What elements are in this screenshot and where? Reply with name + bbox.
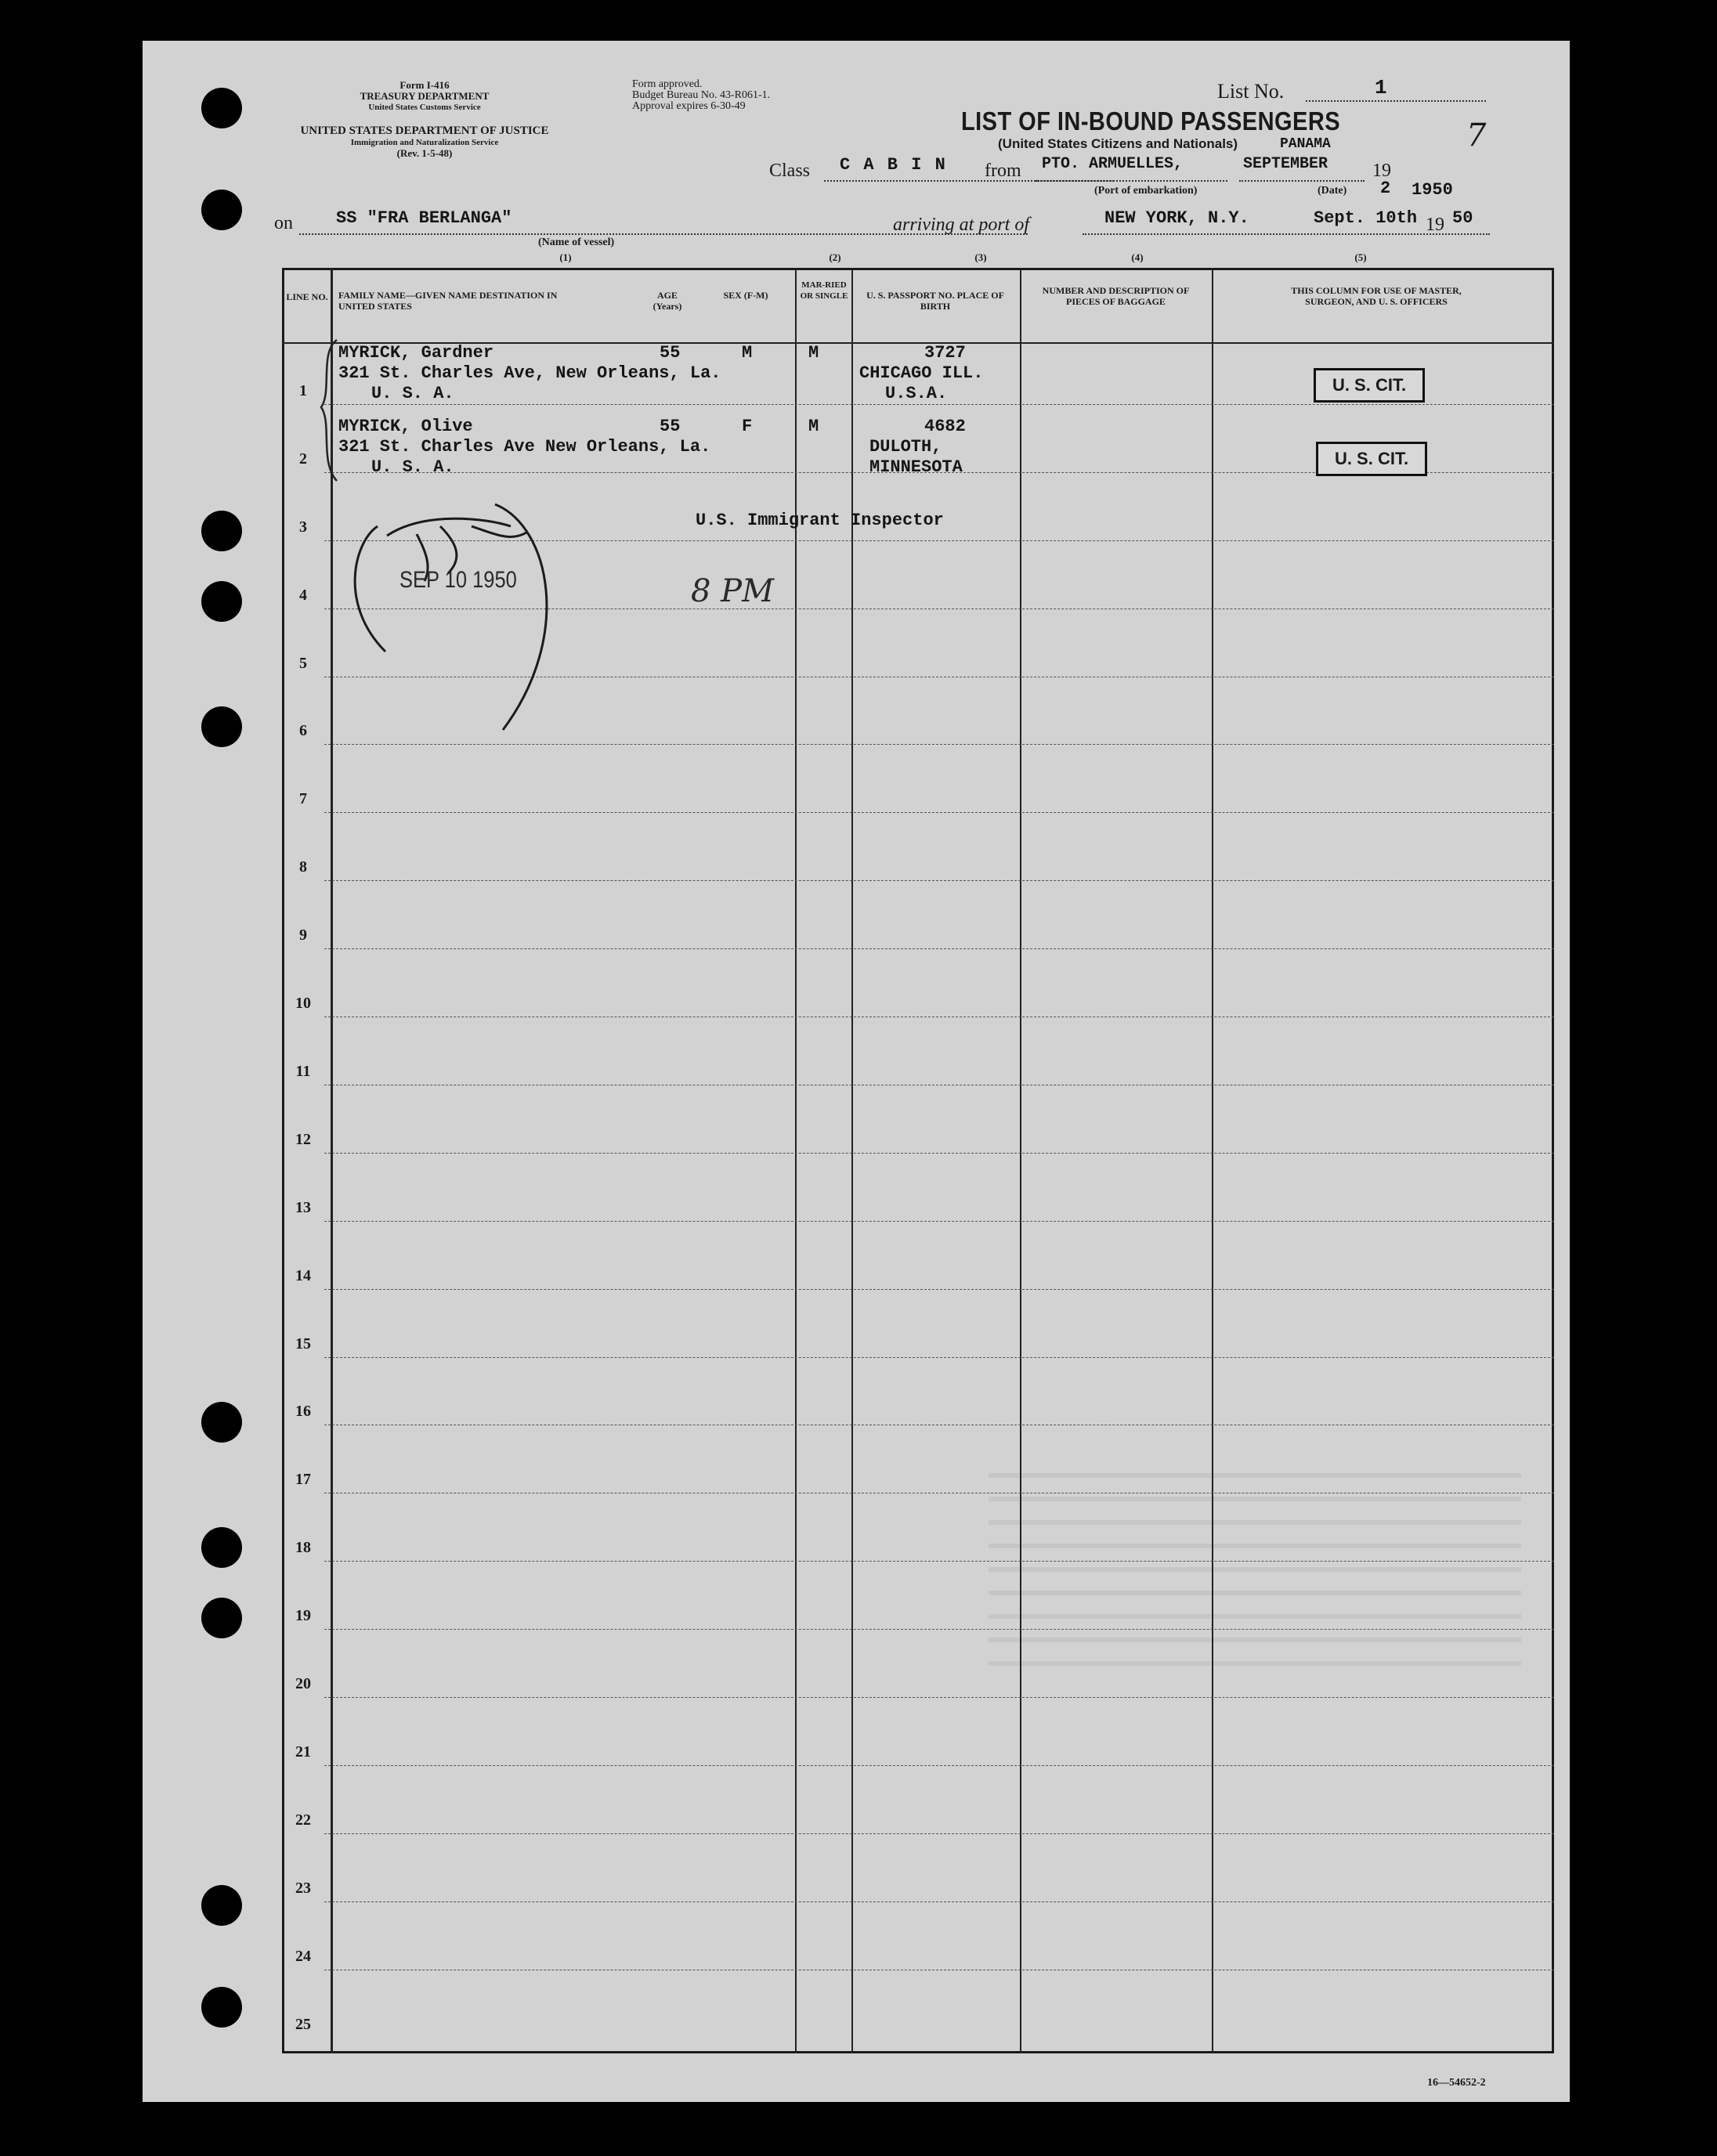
line-number: 21: [295, 1742, 311, 1761]
punch-hole: [201, 706, 242, 747]
punch-hole: [201, 1402, 242, 1443]
line-number: 7: [299, 790, 307, 808]
punch-hole: [201, 1527, 242, 1568]
date-caption: (Date): [1318, 185, 1347, 197]
year-value: 1950: [1412, 180, 1453, 200]
passenger-1-status-stamp: U. S. CIT.: [1314, 368, 1425, 403]
passenger-1-birth-1: CHICAGO ILL.: [859, 363, 984, 383]
passenger-2-address: 321 St. Charles Ave New Orleans, La.: [338, 437, 711, 457]
from-value: PTO. ARMUELLES,: [1042, 155, 1184, 173]
row-rule: [324, 1357, 1554, 1358]
approval-line-3: Approval expires 6-30-49: [632, 100, 746, 112]
col-header-baggage: NUMBER AND DESCRIPTION OF PIECES OF BAGGAGE: [1042, 285, 1190, 307]
row-rule: [324, 1697, 1554, 1698]
col-header-line-no: LINE NO.: [286, 291, 328, 302]
form-id: Form I-416: [399, 79, 450, 91]
page-subtitle: (United States Citizens and Nationals): [998, 136, 1238, 151]
punch-hole: [201, 1885, 242, 1926]
date-underline: [1239, 180, 1365, 182]
col-divider: [1212, 268, 1213, 2053]
passenger-2-birth-1: DULOTH,: [869, 437, 942, 457]
page-title: LIST OF IN-BOUND PASSENGERS: [961, 107, 1341, 135]
list-no-value: 1: [1375, 76, 1387, 99]
line-number: 24: [295, 1947, 311, 1965]
line-number: 18: [295, 1539, 311, 1557]
line-number: 6: [299, 722, 307, 740]
passenger-2-birth-2: MINNESOTA: [869, 457, 963, 477]
col-num-5: (5): [1354, 251, 1367, 263]
arrival-date: Sept. 10th: [1314, 208, 1418, 228]
col-header-age: AGE (Years): [652, 290, 682, 312]
passenger-1-country: U. S. A.: [371, 384, 454, 403]
passenger-2-age: 55: [660, 417, 681, 436]
col-header-name: FAMILY NAME—GIVEN NAME DESTINATION IN UNITED STATES: [338, 290, 558, 312]
row-rule: [324, 948, 1554, 949]
line-number: 15: [295, 1334, 311, 1352]
from-country: PANAMA: [1280, 136, 1331, 152]
year-prefix: 19: [1372, 161, 1391, 181]
line-number: 14: [295, 1266, 311, 1284]
bleed-through-text: [989, 1454, 1521, 1666]
date-value: SEPTEMBER: [1243, 155, 1328, 173]
line-number: 3: [299, 518, 307, 536]
col-num-2: (2): [829, 251, 841, 263]
col-num-1: (1): [559, 251, 572, 263]
row-rule: [324, 404, 1554, 405]
on-label: on: [274, 213, 293, 233]
from-label: from: [985, 161, 1021, 181]
family-bracket: [313, 337, 345, 486]
punch-hole: [201, 88, 242, 128]
passenger-1-age: 55: [660, 343, 681, 363]
arrival-year: 50: [1452, 208, 1473, 228]
passenger-1-passport: 3727: [924, 343, 966, 363]
punch-hole: [201, 1598, 242, 1638]
col-divider: [851, 268, 853, 2053]
punch-hole: [201, 190, 242, 230]
list-no-label: List No.: [1217, 80, 1285, 103]
arriving-label: arriving at port of: [893, 215, 1030, 235]
line-number: 22: [295, 1811, 311, 1829]
line-number: 4: [299, 586, 307, 604]
line-number: 8: [299, 858, 307, 876]
corner-mark: 7: [1466, 117, 1487, 153]
row-rule: [324, 1289, 1554, 1290]
row-rule: [324, 1765, 1554, 1766]
passenger-1-address: 321 St. Charles Ave, New Orleans, La.: [338, 363, 721, 383]
approval-line-2: Budget Bureau No. 43-R061-1.: [632, 89, 771, 101]
row-rule: [324, 1221, 1554, 1222]
line-number: 16: [295, 1403, 311, 1421]
footer-code: 16—54652-2: [1427, 2077, 1486, 2089]
line-number: 5: [299, 654, 307, 672]
list-no-underline: [1306, 100, 1486, 102]
col-header-married: MAR-RIED OR SINGLE: [800, 280, 848, 301]
passenger-1-marital: M: [808, 343, 819, 363]
arrival-year-prefix: 19: [1426, 215, 1444, 235]
col-header-passport: U. S. PASSPORT NO. PLACE OF BIRTH: [866, 290, 1004, 312]
embark-caption: (Port of embarkation): [1094, 185, 1198, 197]
row-rule: [324, 880, 1554, 881]
ins-service: Immigration and Naturalization Service: [350, 138, 499, 147]
approval-line-1: Form approved.: [632, 78, 703, 90]
line-number: 19: [295, 1607, 311, 1625]
passenger-2-country: U. S. A.: [371, 457, 454, 477]
inspector-stamp-date: SEP 10 1950: [399, 567, 517, 593]
line-number: 12: [295, 1130, 311, 1148]
punch-hole: [201, 511, 242, 551]
from-underline: [1036, 180, 1227, 182]
punch-hole: [201, 581, 242, 622]
line-number: 11: [295, 1062, 311, 1080]
inspector-title: U.S. Immigrant Inspector: [696, 511, 944, 530]
inspection-time: 8 PM: [691, 573, 775, 609]
port-value: NEW YORK, N.Y.: [1104, 208, 1249, 228]
revision: (Rev. 1-5-48): [396, 147, 453, 159]
inspector-signature: [331, 495, 769, 777]
line-number: 23: [295, 1879, 311, 1897]
col-num-3: (3): [974, 251, 987, 263]
customs-service: United States Customs Service: [368, 103, 481, 112]
col-divider: [795, 268, 797, 2053]
line-number: 17: [295, 1471, 311, 1489]
line-number: 25: [295, 2015, 311, 2033]
line-number: 9: [299, 926, 307, 944]
passenger-2-passport: 4682: [924, 417, 966, 436]
vessel-value: SS "FRA BERLANGA": [336, 208, 512, 228]
class-label: Class: [769, 161, 811, 181]
line-number: 20: [295, 1675, 311, 1692]
line-number: 1: [299, 381, 307, 399]
passenger-1-sex: M: [742, 343, 753, 363]
treasury-dept: TREASURY DEPARTMENT: [360, 90, 490, 102]
row-rule: [324, 1833, 1554, 1834]
passenger-2-name: MYRICK, Olive: [338, 417, 473, 436]
passenger-1-birth-2: U.S.A.: [885, 384, 948, 403]
row-rule: [324, 1153, 1554, 1154]
line-number: 2: [299, 450, 307, 468]
line-number: 10: [295, 995, 311, 1012]
col-divider: [1020, 268, 1021, 2053]
class-value: C A B I N: [840, 155, 947, 175]
passenger-manifest-page: [143, 41, 1570, 2102]
col-header-sex: SEX (F-M): [723, 290, 768, 301]
passenger-2-status-stamp: U. S. CIT.: [1316, 442, 1427, 476]
passenger-2-sex: F: [742, 417, 753, 436]
col-num-4: (4): [1131, 251, 1144, 263]
punch-hole: [201, 1987, 242, 2028]
row-rule: [324, 1901, 1554, 1902]
passenger-2-marital: M: [808, 417, 819, 436]
passenger-1-name: MYRICK, Gardner: [338, 343, 494, 363]
date-day: 2: [1380, 179, 1391, 198]
row-rule: [324, 812, 1554, 813]
vessel-caption: (Name of vessel): [538, 237, 615, 248]
justice-dept: UNITED STATES DEPARTMENT OF JUSTICE: [300, 125, 549, 137]
col-header-officers: THIS COLUMN FOR USE OF MASTER, SURGEON, AND U. S. OFFICERS: [1291, 285, 1462, 307]
line-number: 13: [295, 1198, 311, 1216]
